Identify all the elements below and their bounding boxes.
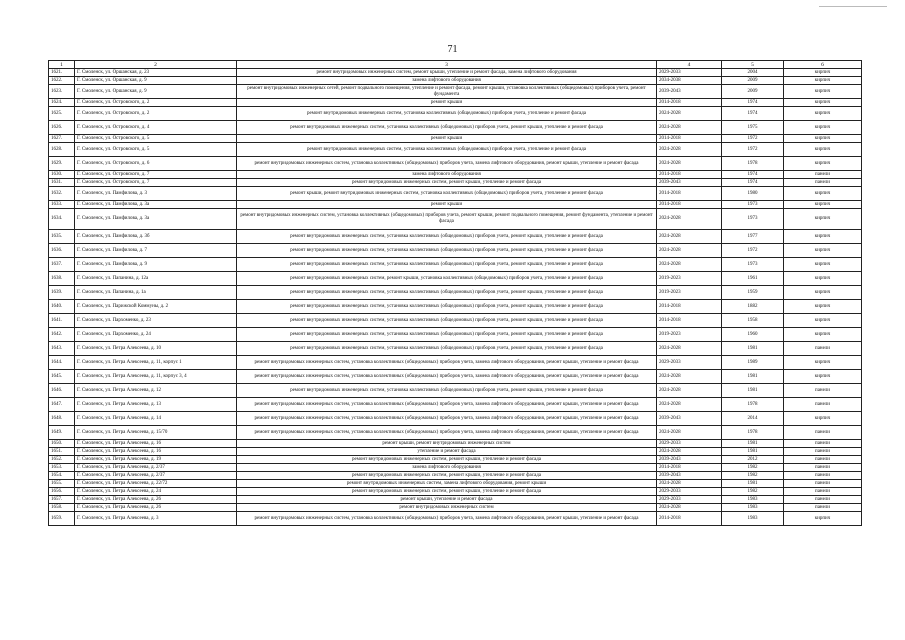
period-cell: 2024-2028: [657, 209, 722, 230]
works-cell: ремонт крыши, ремонт внутридомовых инженерных систем: [237, 440, 657, 448]
table-row: [49, 440, 862, 448]
row-number: 1638.: [49, 272, 75, 286]
material-cell: кирпич: [784, 314, 862, 328]
table-row: [49, 85, 862, 99]
material-cell: кирпич: [784, 77, 862, 85]
address-cell: Г. Смоленск, ул. Памфилова, д. 3б: [75, 230, 237, 244]
address-cell: Г. Смоленск, ул. Петра Алексеева, д. 10: [75, 342, 237, 356]
year-cell: 1975: [722, 121, 784, 135]
material-cell: кирпич: [784, 143, 862, 157]
address-cell: Г. Смоленск, ул. Петра Алексеева, д. 3: [75, 512, 237, 526]
period-cell: 2039-2043: [657, 456, 722, 464]
period-cell: 2014-2018: [657, 314, 722, 328]
row-number: 1656.: [49, 488, 75, 496]
period-cell: 2014-2018: [657, 99, 722, 107]
works-cell: ремонт внутридомовых инженерных систем, ремонт крыши, утепление и ремонт фасада: [237, 456, 657, 464]
period-cell: 2024-2028: [657, 107, 722, 121]
period-cell: 2024-2028: [657, 258, 722, 272]
table-row: [49, 448, 862, 456]
material-cell: панели: [784, 448, 862, 456]
year-cell: 1981: [722, 384, 784, 398]
register-table: [48, 60, 862, 526]
row-number: 1621.: [49, 69, 75, 77]
table-row: [49, 504, 862, 512]
year-cell: 2004: [722, 69, 784, 77]
works-cell: ремонт внутридомовых инженерных систем, установка коллективных (общедомовых) приборов учета, ремонт крыши, утепление и ремонт фасада: [237, 230, 657, 244]
row-number: 1629.: [49, 157, 75, 171]
table-row: [49, 286, 862, 300]
period-cell: 2019-2023: [657, 328, 722, 342]
table-row: [49, 496, 862, 504]
material-cell: панели: [784, 456, 862, 464]
table-row: [49, 272, 862, 286]
year-cell: 1960: [722, 328, 784, 342]
period-cell: 2039-2043: [657, 85, 722, 99]
year-cell: 1982: [722, 488, 784, 496]
address-cell: Г. Смоленск, ул. Петра Алексеева, д. 22/72: [75, 480, 237, 488]
address-cell: Г. Смоленск, ул. Петра Алексеева, д. 24: [75, 488, 237, 496]
period-cell: 2024-2028: [657, 426, 722, 440]
table-row: [49, 342, 862, 356]
works-cell: ремонт внутридомовых инженерных систем, установка коллективных (общедомовых) приборов учета, замена лифтового оборудования, ремонт крыши, утепление и ремонт фасада: [237, 412, 657, 426]
period-cell: 2039-2043: [657, 412, 722, 426]
table-row: [49, 480, 862, 488]
year-cell: 2012: [722, 456, 784, 464]
material-cell: кирпич: [784, 107, 862, 121]
period-cell: 2034-2038: [657, 77, 722, 85]
period-cell: 2024-2028: [657, 230, 722, 244]
column-number: 4: [657, 61, 722, 69]
row-number: 1646.: [49, 384, 75, 398]
table-row: [49, 472, 862, 480]
works-cell: ремонт крыши, ремонт внутридомовых инженерных систем, установка коллективных (общедомовых) приборов учета, утепление и ремонт фасада: [237, 187, 657, 201]
row-number: 1643.: [49, 342, 75, 356]
address-cell: Г. Смоленск, ул. Островского, д. 7: [75, 179, 237, 187]
material-cell: панели: [784, 440, 862, 448]
address-cell: Г. Смоленск, ул. Оршанская, д. 9: [75, 85, 237, 99]
works-cell: ремонт внутридомовых инженерных систем, ремонт крыши, установка коллективных (общедомовых) приборов учета, утепление и ремонт фасада: [237, 272, 657, 286]
table-row: [49, 157, 862, 171]
period-cell: 2024-2028: [657, 480, 722, 488]
table-row: [49, 121, 862, 135]
material-cell: панели: [784, 342, 862, 356]
works-cell: ремонт внутридомовых инженерных систем, установка коллективных (общедомовых) приборов учета, замена лифтового оборудования, ремонт крыши, утепление и ремонт фасада: [237, 512, 657, 526]
row-number: 1634.: [49, 209, 75, 230]
year-cell: 1974: [722, 171, 784, 179]
row-number: 1659.: [49, 512, 75, 526]
table-row: [49, 398, 862, 412]
period-cell: 2024-2028: [657, 157, 722, 171]
year-cell: 1974: [722, 107, 784, 121]
period-cell: 2029-2033: [657, 356, 722, 370]
period-cell: 2024-2028: [657, 244, 722, 258]
address-cell: Г. Смоленск, ул. Петра Алексеева, д. 16: [75, 440, 237, 448]
address-cell: Г. Смоленск, ул. Памфилова, д. 7: [75, 244, 237, 258]
material-cell: кирпич: [784, 209, 862, 230]
material-cell: панели: [784, 171, 862, 179]
table-row: [49, 300, 862, 314]
period-cell: 2024-2028: [657, 448, 722, 456]
row-number: 1658.: [49, 504, 75, 512]
address-cell: Г. Смоленск, ул. Папанина, д. 1а: [75, 286, 237, 300]
table-row: [49, 244, 862, 258]
row-number: 1627.: [49, 135, 75, 143]
row-number: 1645.: [49, 370, 75, 384]
table-row: [49, 201, 862, 209]
year-cell: 1882: [722, 300, 784, 314]
row-number: 1653.: [49, 464, 75, 472]
column-number: 6: [784, 61, 862, 69]
period-cell: 2029-2033: [657, 440, 722, 448]
table-row: [49, 426, 862, 440]
year-cell: 2009: [722, 85, 784, 99]
material-cell: кирпич: [784, 370, 862, 384]
works-cell: ремонт внутридомовых инженерных систем, установка коллективных (общедомовых) приборов учета, замена лифтового оборудования, ремонт крыши, утепление и ремонт фасада: [237, 370, 657, 384]
works-cell: ремонт внутридомовых инженерных систем, ремонт крыши, утепление и ремонт фасада, замена лифтового оборудования: [237, 69, 657, 77]
table-row: [49, 209, 862, 230]
address-cell: Г. Смоленск, ул. Пархоменко, д. 23: [75, 314, 237, 328]
address-cell: Г. Смоленск, ул. Памфилова, д. 3а: [75, 209, 237, 230]
row-number: 1644.: [49, 356, 75, 370]
works-cell: ремонт внутридомовых инженерных систем, установка коллективных (общедомовых) приборов учета, замена лифтового оборудования, ремонт крыши, утепление и ремонт фасада: [237, 398, 657, 412]
material-cell: кирпич: [784, 69, 862, 77]
works-cell: ремонт внутридомовых инженерных систем, установка коллективных (общедомовых) приборов учета, ремонт крыши, утепление и ремонт фасада: [237, 121, 657, 135]
period-cell: 2029-2033: [657, 69, 722, 77]
material-cell: кирпич: [784, 201, 862, 209]
table-row: [49, 171, 862, 179]
row-number: 1630.: [49, 171, 75, 179]
row-number: 1647.: [49, 398, 75, 412]
works-cell: ремонт внутридомовых инженерных систем, установка коллективных (общедомовых) приборов учета, замена лифтового оборудования, ремонт крыши, утепление и ремонт фасада: [237, 426, 657, 440]
column-number: 2: [75, 61, 237, 69]
period-cell: 2024-2028: [657, 398, 722, 412]
row-number: 1651.: [49, 448, 75, 456]
year-cell: 1983: [722, 512, 784, 526]
year-cell: 1978: [722, 157, 784, 171]
address-cell: Г. Смоленск, ул. Петра Алексеева, д. 19: [75, 456, 237, 464]
row-number: 1628.: [49, 143, 75, 157]
address-cell: Г. Смоленск, ул. Памфилова, д. 9: [75, 258, 237, 272]
year-cell: 1978: [722, 426, 784, 440]
works-cell: ремонт внутридомовых инженерных систем, установка коллективных (общедомовых) приборов учета, ремонт крыши, утепление и ремонт фасада: [237, 286, 657, 300]
year-cell: 1974: [722, 99, 784, 107]
material-cell: панели: [784, 504, 862, 512]
works-cell: ремонт внутридомовых инженерных систем, установка коллективных (общедомовых) приборов учета, ремонт крыши, утепление и ремонт фасада: [237, 258, 657, 272]
works-cell: ремонт внутридомовых инженерных систем, установка коллективных (общедомовых) приборов учета, ремонт крыши, ремонт подвального помещения, ремонт фундамента, утепление и ремонт фасада: [237, 209, 657, 230]
address-cell: Г. Смоленск, ул. Островского, д. 4: [75, 121, 237, 135]
year-cell: 1974: [722, 179, 784, 187]
year-cell: 1972: [722, 135, 784, 143]
period-cell: 2024-2028: [657, 504, 722, 512]
address-cell: Г. Смоленск, ул. Островского, д. 5: [75, 143, 237, 157]
table-row: [49, 179, 862, 187]
year-cell: 1981: [722, 342, 784, 356]
material-cell: панели: [784, 480, 862, 488]
table-row: [49, 135, 862, 143]
row-number: 1648.: [49, 412, 75, 426]
year-cell: 1973: [722, 209, 784, 230]
year-cell: 1981: [722, 448, 784, 456]
address-cell: Г. Смоленск, ул. Памфилова, д. 3: [75, 187, 237, 201]
year-cell: 1982: [722, 472, 784, 480]
period-cell: 2024-2028: [657, 121, 722, 135]
table-row: [49, 314, 862, 328]
period-cell: 2024-2028: [657, 384, 722, 398]
address-cell: Г. Смоленск, ул. Папанина, д. 12а: [75, 272, 237, 286]
column-number: 3: [237, 61, 657, 69]
year-cell: 1973: [722, 258, 784, 272]
row-number: 1654.: [49, 472, 75, 480]
address-cell: Г. Смоленск, ул. Оршанская, д. 23: [75, 69, 237, 77]
works-cell: ремонт внутридомовых инженерных систем, установка коллективных (общедомовых) приборов учета, ремонт крыши, утепление и ремонт фасада: [237, 342, 657, 356]
address-cell: Г. Смоленск, ул. Островского, д. 7: [75, 171, 237, 179]
row-number: 1655.: [49, 480, 75, 488]
year-cell: 1983: [722, 496, 784, 504]
material-cell: кирпич: [784, 157, 862, 171]
period-cell: 2014-2018: [657, 300, 722, 314]
table-row: [49, 143, 862, 157]
address-cell: Г. Смоленск, ул. Памфилова, д. 3а: [75, 201, 237, 209]
row-number: 1649.: [49, 426, 75, 440]
material-cell: панели: [784, 488, 862, 496]
row-number: 1657.: [49, 496, 75, 504]
column-number: 1: [49, 61, 75, 69]
year-cell: 1981: [722, 370, 784, 384]
address-cell: Г. Смоленск, ул. Петра Алексеева, д. 16: [75, 448, 237, 456]
works-cell: ремонт внутридомовых инженерных систем, замена лифтового оборудования, ремонт крыши: [237, 480, 657, 488]
row-number: 1650.: [49, 440, 75, 448]
year-cell: 1961: [722, 272, 784, 286]
works-cell: ремонт внутридомовых инженерных систем, ремонт крыши, утепление и ремонт фасада: [237, 472, 657, 480]
material-cell: кирпич: [784, 187, 862, 201]
table-row: [49, 488, 862, 496]
address-cell: Г. Смоленск, ул. Петра Алексеева, д. 11, корпус 1: [75, 356, 237, 370]
material-cell: кирпич: [784, 512, 862, 526]
address-cell: Г. Смоленск, ул. Петра Алексеева, д. 2/37: [75, 472, 237, 480]
year-cell: 1972: [722, 143, 784, 157]
row-number: 1640.: [49, 300, 75, 314]
works-cell: ремонт внутридомовых инженерных систем, установка коллективных (общедомовых) приборов учета, ремонт крыши, утепление и ремонт фасада: [237, 300, 657, 314]
period-cell: 2029-2033: [657, 488, 722, 496]
period-cell: 2014-2018: [657, 187, 722, 201]
period-cell: 2014-2018: [657, 135, 722, 143]
table-row: [49, 512, 862, 526]
year-cell: 1973: [722, 201, 784, 209]
year-cell: 1983: [722, 504, 784, 512]
material-cell: кирпич: [784, 412, 862, 426]
row-number: 1636.: [49, 244, 75, 258]
material-cell: кирпич: [784, 135, 862, 143]
address-cell: Г. Смоленск, ул. Петра Алексеева, д. 15/70: [75, 426, 237, 440]
period-cell: 2014-2018: [657, 201, 722, 209]
row-number: 1622.: [49, 77, 75, 85]
row-number: 1637.: [49, 258, 75, 272]
table-row: [49, 412, 862, 426]
period-cell: 2019-2023: [657, 286, 722, 300]
works-cell: ремонт внутридомовых инженерных систем, установка коллективных (общедомовых) приборов учета, ремонт крыши, утепление и ремонт фасада: [237, 328, 657, 342]
year-cell: 1978: [722, 398, 784, 412]
page-number: 71: [447, 44, 458, 55]
period-cell: 2014-2018: [657, 512, 722, 526]
works-cell: ремонт крыши: [237, 201, 657, 209]
period-cell: 2019-2023: [657, 272, 722, 286]
works-cell: ремонт крыши, утепление и ремонт фасада: [237, 496, 657, 504]
material-cell: кирпич: [784, 99, 862, 107]
year-cell: 1972: [722, 244, 784, 258]
address-cell: Г. Смоленск, ул. Парижской Коммуны, д. 2: [75, 300, 237, 314]
material-cell: кирпич: [784, 121, 862, 135]
row-number: 1642.: [49, 328, 75, 342]
year-cell: 1977: [722, 230, 784, 244]
material-cell: панели: [784, 426, 862, 440]
address-cell: Г. Смоленск, ул. Островского, д. 2: [75, 107, 237, 121]
table-row: [49, 258, 862, 272]
table-row: [49, 77, 862, 85]
period-cell: 2039-2043: [657, 472, 722, 480]
works-cell: замена лифтового оборудования: [237, 464, 657, 472]
year-cell: 1982: [722, 464, 784, 472]
year-cell: 1981: [722, 440, 784, 448]
period-cell: 2024-2028: [657, 342, 722, 356]
year-cell: 1958: [722, 314, 784, 328]
works-cell: ремонт внутридомовых инженерных систем, ремонт крыши, утепление и ремонт фасада: [237, 179, 657, 187]
address-cell: Г. Смоленск, ул. Островского, д. 2: [75, 99, 237, 107]
works-cell: ремонт внутридомовых инженерных систем, установка коллективных (общедомовых) приборов учета, ремонт крыши, утепление и ремонт фасада: [237, 384, 657, 398]
works-cell: ремонт внутридомовых инженерных систем, установка коллективных (общедомовых) приборов учета, замена лифтового оборудования, ремонт крыши, утепление и ремонт фасада: [237, 157, 657, 171]
material-cell: кирпич: [784, 258, 862, 272]
year-cell: 1981: [722, 480, 784, 488]
address-cell: Г. Смоленск, ул. Пархоменко, д. 24: [75, 328, 237, 342]
table-row: [49, 464, 862, 472]
table-row: [49, 69, 862, 77]
address-cell: Г. Смоленск, ул. Петра Алексеева, д. 2/37: [75, 464, 237, 472]
table-row: [49, 328, 862, 342]
material-cell: панели: [784, 496, 862, 504]
material-cell: кирпич: [784, 286, 862, 300]
table-row: [49, 384, 862, 398]
material-cell: кирпич: [784, 272, 862, 286]
register-body: [49, 61, 862, 526]
row-number: 1639.: [49, 286, 75, 300]
row-number: 1626.: [49, 121, 75, 135]
period-cell: 2039-2043: [657, 179, 722, 187]
material-cell: кирпич: [784, 328, 862, 342]
address-cell: Г. Смоленск, ул. Петра Алексеева, д. 13: [75, 398, 237, 412]
material-cell: кирпич: [784, 300, 862, 314]
row-number: 1625.: [49, 107, 75, 121]
year-cell: 1989: [722, 356, 784, 370]
column-number: 5: [722, 61, 784, 69]
material-cell: кирпич: [784, 356, 862, 370]
address-cell: Г. Смоленск, ул. Петра Алексеева, д. 11, корпус 3, 4: [75, 370, 237, 384]
table-row: [49, 370, 862, 384]
works-cell: замена лифтового оборудования: [237, 77, 657, 85]
works-cell: ремонт внутридомовых инженерных сетей, ремонт подвального помещения, утепление и ремонт фасада, ремонт крыши, установка коллективных (общедомовых) приборов учета, ремонт фундамента: [237, 85, 657, 99]
table-row: [49, 230, 862, 244]
period-cell: 2029-2033: [657, 496, 722, 504]
period-cell: 2024-2028: [657, 370, 722, 384]
material-cell: кирпич: [784, 85, 862, 99]
row-number: 1633.: [49, 201, 75, 209]
works-cell: ремонт внутридомовых инженерных систем, ремонт крыши, утепление и ремонт фасада: [237, 488, 657, 496]
works-cell: ремонт внутридомовых инженерных систем: [237, 504, 657, 512]
table-row: [49, 356, 862, 370]
address-cell: Г. Смоленск, ул. Петра Алексеева, д. 26: [75, 496, 237, 504]
works-cell: ремонт внутридомовых инженерных систем, установка коллективных (общедомовых) приборов учета, утепление и ремонт фасада: [237, 143, 657, 157]
material-cell: панели: [784, 179, 862, 187]
row-number: 1624.: [49, 99, 75, 107]
period-cell: 2014-2018: [657, 171, 722, 179]
works-cell: ремонт крыши: [237, 135, 657, 143]
material-cell: панели: [784, 472, 862, 480]
year-cell: 1959: [722, 286, 784, 300]
year-cell: 1980: [722, 187, 784, 201]
row-number: 1635.: [49, 230, 75, 244]
material-cell: кирпич: [784, 244, 862, 258]
address-cell: Г. Смоленск, ул. Петра Алексеева, д. 26: [75, 504, 237, 512]
table-row: [49, 456, 862, 464]
material-cell: кирпич: [784, 230, 862, 244]
works-cell: ремонт внутридомовых инженерных систем, установка коллективных (общедомовых) приборов учета, замена лифтового оборудования, ремонт крыши, утепление и ремонт фасада: [237, 356, 657, 370]
works-cell: ремонт крыши: [237, 99, 657, 107]
address-cell: Г. Смоленск, ул. Петра Алексеева, д. 14: [75, 412, 237, 426]
table-row: [49, 107, 862, 121]
works-cell: ремонт внутридомовых инженерных систем, установка коллективных (общедомовых) приборов учета, ремонт крыши, утепление и ремонт фасада: [237, 244, 657, 258]
column-number-row: [49, 61, 862, 69]
material-cell: панели: [784, 464, 862, 472]
works-cell: замена лифтового оборудования: [237, 171, 657, 179]
address-cell: Г. Смоленск, ул. Петра Алексеева, д. 12: [75, 384, 237, 398]
material-cell: панели: [784, 384, 862, 398]
row-number: 1623.: [49, 85, 75, 99]
period-cell: 2024-2028: [657, 143, 722, 157]
table-row: [49, 187, 862, 201]
year-cell: 2009: [722, 77, 784, 85]
year-cell: 2014: [722, 412, 784, 426]
row-number: 1641.: [49, 314, 75, 328]
row-number: 1652.: [49, 456, 75, 464]
corner-mark: [819, 6, 887, 7]
table-row: [49, 99, 862, 107]
address-cell: Г. Смоленск, ул. Островского, д. 6: [75, 157, 237, 171]
material-cell: панели: [784, 398, 862, 412]
row-number: 1631.: [49, 179, 75, 187]
works-cell: ремонт внутридомовых инженерных систем, установка коллективных (общедомовых) приборов учета, ремонт крыши, утепление и ремонт фасада: [237, 314, 657, 328]
address-cell: Г. Смоленск, ул. Оршанская, д. 9: [75, 77, 237, 85]
address-cell: Г. Смоленск, ул. Островского, д. 5: [75, 135, 237, 143]
period-cell: 2014-2018: [657, 464, 722, 472]
works-cell: ремонт внутридомовых инженерных систем, установка коллективных (общедомовых) приборов учета, утепление и ремонт фасада: [237, 107, 657, 121]
row-number: 1632.: [49, 187, 75, 201]
works-cell: утепление и ремонт фасада: [237, 448, 657, 456]
